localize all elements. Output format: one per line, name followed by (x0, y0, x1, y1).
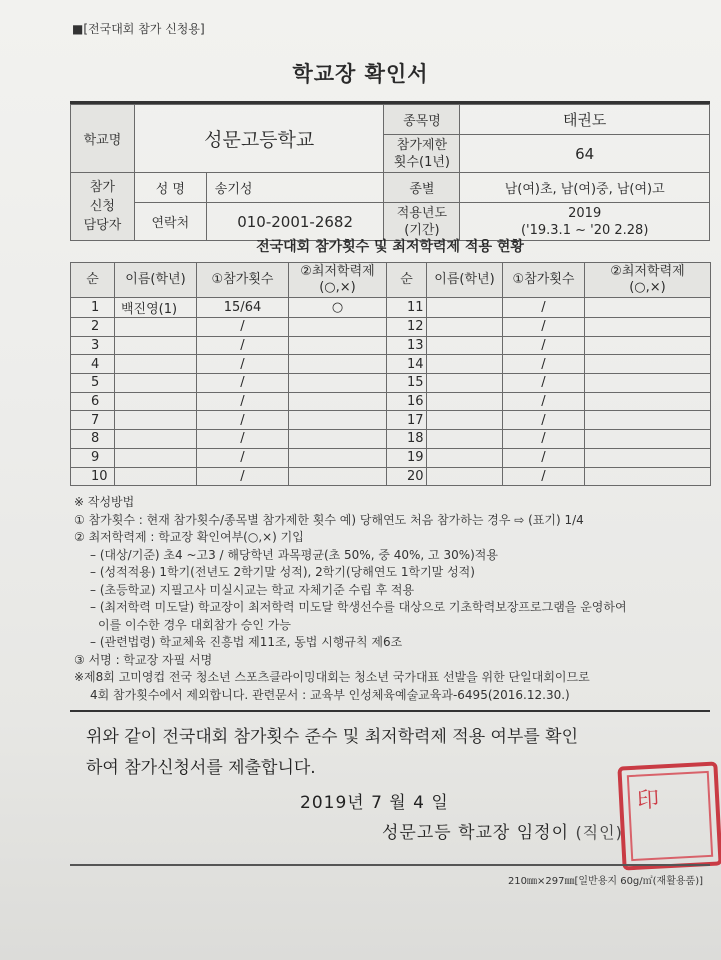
note-line: – (최저학력 미도달) 학교장이 최저학력 미도달 학생선수를 대상으로 기초학력보장프로그램을 운영하여 (90, 600, 627, 614)
table-cell: / (503, 318, 585, 337)
table-cell (427, 430, 503, 449)
table-cell (115, 430, 197, 449)
table-cell (115, 318, 197, 337)
document-title: 학교장 확인서 (292, 62, 429, 86)
table-cell: 18 (387, 430, 427, 449)
note-line: – (초등학교) 지필고사 미실시교는 학교 자체기준 수립 후 적용 (90, 582, 415, 597)
table-cell (289, 318, 387, 337)
table-cell (289, 374, 387, 393)
table-cell: 8 (71, 430, 115, 449)
table-cell: 2 (71, 318, 115, 337)
table-cell: / (503, 355, 585, 374)
table-cell: / (503, 336, 585, 355)
paper-spec: 210㎜×297㎜[일반용지 60g/㎡(재활용품)] (507, 876, 703, 887)
table-cell: / (197, 336, 289, 355)
note-line: ※제8회 고미영컵 전국 청소년 스포츠클라이밍대회는 청소년 국가대표 선발을 위한 단일대회이므로 (74, 670, 590, 684)
table-cell: / (503, 467, 585, 486)
column-header: 이름(학년) (427, 263, 503, 298)
column-header: 순 (387, 263, 427, 298)
school-info-table (70, 104, 710, 241)
table-cell (585, 355, 711, 374)
year-label: 적용년도 (기간) (384, 203, 460, 241)
column-header: ②최저학력제 (○,×) (585, 263, 711, 298)
table-cell: 7 (71, 411, 115, 430)
principal-signature-line (382, 818, 623, 843)
form-type-tag: ■[전국대회 참가 신청용] (72, 22, 205, 36)
table-cell: 10 (71, 467, 115, 486)
table-cell: / (197, 392, 289, 411)
phone-label: 연락처 (134, 203, 206, 241)
official-seal-mark: (직인) (575, 823, 623, 842)
note-line: – (대상/기준) 초4 ~고3 / 해당학년 과목평균(초 50%, 중 40%, 고 30%)적용 (90, 547, 498, 562)
table-cell: / (197, 448, 289, 467)
table-cell: / (503, 392, 585, 411)
table-cell: / (197, 318, 289, 337)
table-cell (585, 467, 711, 486)
table-cell: / (197, 374, 289, 393)
table-cell: 19 (387, 448, 427, 467)
table-cell: ○ (289, 298, 387, 318)
table-row (71, 411, 711, 430)
year-value: 2019 (568, 205, 602, 221)
table-row (71, 298, 711, 318)
table-cell (115, 374, 197, 393)
limit-label: 참가제한 횟수(1년) (384, 135, 460, 173)
table-cell (427, 467, 503, 486)
table-cell: / (197, 355, 289, 374)
bottom-rule (70, 864, 710, 866)
table-cell: / (503, 411, 585, 430)
table-cell (289, 430, 387, 449)
table-row (71, 374, 711, 393)
table-cell: / (197, 430, 289, 449)
table-row (71, 355, 711, 374)
declaration-line-2: 하여 참가신청서를 제출합니다. (86, 758, 316, 778)
declaration-line-1: 위와 같이 전국대회 참가횟수 준수 및 최저학력제 적용 여부를 확인 (86, 727, 579, 747)
contact-label: 참가 신청 담당자 (71, 173, 135, 241)
phone-value: 010-2001-2682 (206, 203, 384, 241)
table-cell (427, 392, 503, 411)
table-cell (115, 355, 197, 374)
table-row (71, 448, 711, 467)
table-cell: / (503, 374, 585, 393)
table-cell: 백진영(1) (115, 298, 197, 318)
table-cell: 11 (387, 298, 427, 318)
table-cell: / (503, 430, 585, 449)
column-header: 이름(학년) (115, 263, 197, 298)
table-cell: 5 (71, 374, 115, 393)
year-cell (460, 203, 710, 241)
table-cell (585, 336, 711, 355)
table-row (71, 318, 711, 337)
note-line: 이를 이수한 경우 대회참가 승인 가능 (98, 617, 291, 632)
table-cell (585, 298, 711, 318)
table-cell: / (197, 411, 289, 430)
table-cell (585, 318, 711, 337)
note-line: 4회 참가횟수에서 제외합니다. 관련문서 : 교육부 인성체육예술교육과-6495(2016.12.30.) (90, 687, 570, 702)
school-label: 학교명 (71, 105, 135, 173)
table-cell (115, 336, 197, 355)
mid-rule (70, 710, 710, 712)
table-cell: 3 (71, 336, 115, 355)
note-line: ① 참가횟수 : 현재 참가횟수/종목별 참가제한 횟수 예) 당해연도 처음 참가하는 경우 ⇨ (표기) 1/4 (74, 512, 584, 527)
table-cell (289, 355, 387, 374)
table-row (71, 467, 711, 486)
table-cell (585, 448, 711, 467)
principal-name: 성문고등 학교장 임정이 (382, 823, 570, 843)
participation-subtitle: 전국대회 참가횟수 및 최저학력제 적용 현황 (256, 239, 524, 255)
limit-value: 64 (460, 135, 710, 173)
table-cell (289, 336, 387, 355)
column-header: ①참가횟수 (503, 263, 585, 298)
column-header: ①참가횟수 (197, 263, 289, 298)
table-cell: / (503, 448, 585, 467)
table-cell: 15/64 (197, 298, 289, 318)
table-row (71, 392, 711, 411)
note-line: ③ 서명 : 학교장 자필 서명 (74, 652, 213, 667)
event-label: 종목명 (384, 105, 460, 135)
table-cell (289, 411, 387, 430)
table-cell (289, 467, 387, 486)
table-cell: / (503, 298, 585, 318)
table-cell (585, 374, 711, 393)
column-header: ②최저학력제 (○,×) (289, 263, 387, 298)
table-cell (585, 430, 711, 449)
table-cell (115, 448, 197, 467)
table-cell: / (197, 467, 289, 486)
table-cell: 15 (387, 374, 427, 393)
table-cell: 20 (387, 467, 427, 486)
table-cell (427, 318, 503, 337)
table-cell (427, 336, 503, 355)
table-cell (289, 392, 387, 411)
table-cell (115, 392, 197, 411)
table-row (71, 430, 711, 449)
column-header: 순 (71, 263, 115, 298)
note-line: ② 최저학력제 : 학교장 확인여부(○,×) 기입 (74, 530, 304, 544)
table-cell: 4 (71, 355, 115, 374)
participation-table (70, 262, 711, 486)
event-value: 태권도 (460, 105, 710, 135)
note-line: – (관련법령) 학교체육 진흥법 제11조, 동법 시행규칙 제6조 (90, 635, 403, 649)
name-value: 송기성 (206, 173, 384, 203)
table-cell: 17 (387, 411, 427, 430)
table-cell (427, 298, 503, 318)
school-name: 성문고등학교 (134, 105, 384, 173)
category-value: 남(여)초, 남(여)중, 남(여)고 (460, 173, 710, 203)
participation-header-row (71, 263, 711, 298)
table-cell (427, 448, 503, 467)
table-cell (115, 467, 197, 486)
table-cell: 9 (71, 448, 115, 467)
name-label: 성 명 (134, 173, 206, 203)
table-cell (289, 448, 387, 467)
table-cell: 12 (387, 318, 427, 337)
writing-instructions (74, 494, 714, 704)
note-line: – (성적적용) 1학기(전년도 2학기말 성적), 2학기(당해연도 1학기말 성적) (90, 565, 475, 579)
table-cell (427, 355, 503, 374)
table-cell: 14 (387, 355, 427, 374)
table-cell (427, 411, 503, 430)
table-cell (585, 411, 711, 430)
notes-heading: ※ 작성방법 (74, 495, 135, 509)
official-seal-stamp-icon: 印 (617, 761, 721, 870)
table-cell: 6 (71, 392, 115, 411)
category-label: 종별 (384, 173, 460, 203)
period-value: ('19.3.1 ~ '20 2.28) (520, 222, 649, 238)
table-cell: 1 (71, 298, 115, 318)
issue-date: 2019년 7 월 4 일 (300, 793, 449, 813)
table-cell (427, 374, 503, 393)
table-cell (115, 411, 197, 430)
table-cell (585, 392, 711, 411)
table-row (71, 336, 711, 355)
table-cell: 13 (387, 336, 427, 355)
declaration-text (86, 722, 578, 784)
table-cell: 16 (387, 392, 427, 411)
